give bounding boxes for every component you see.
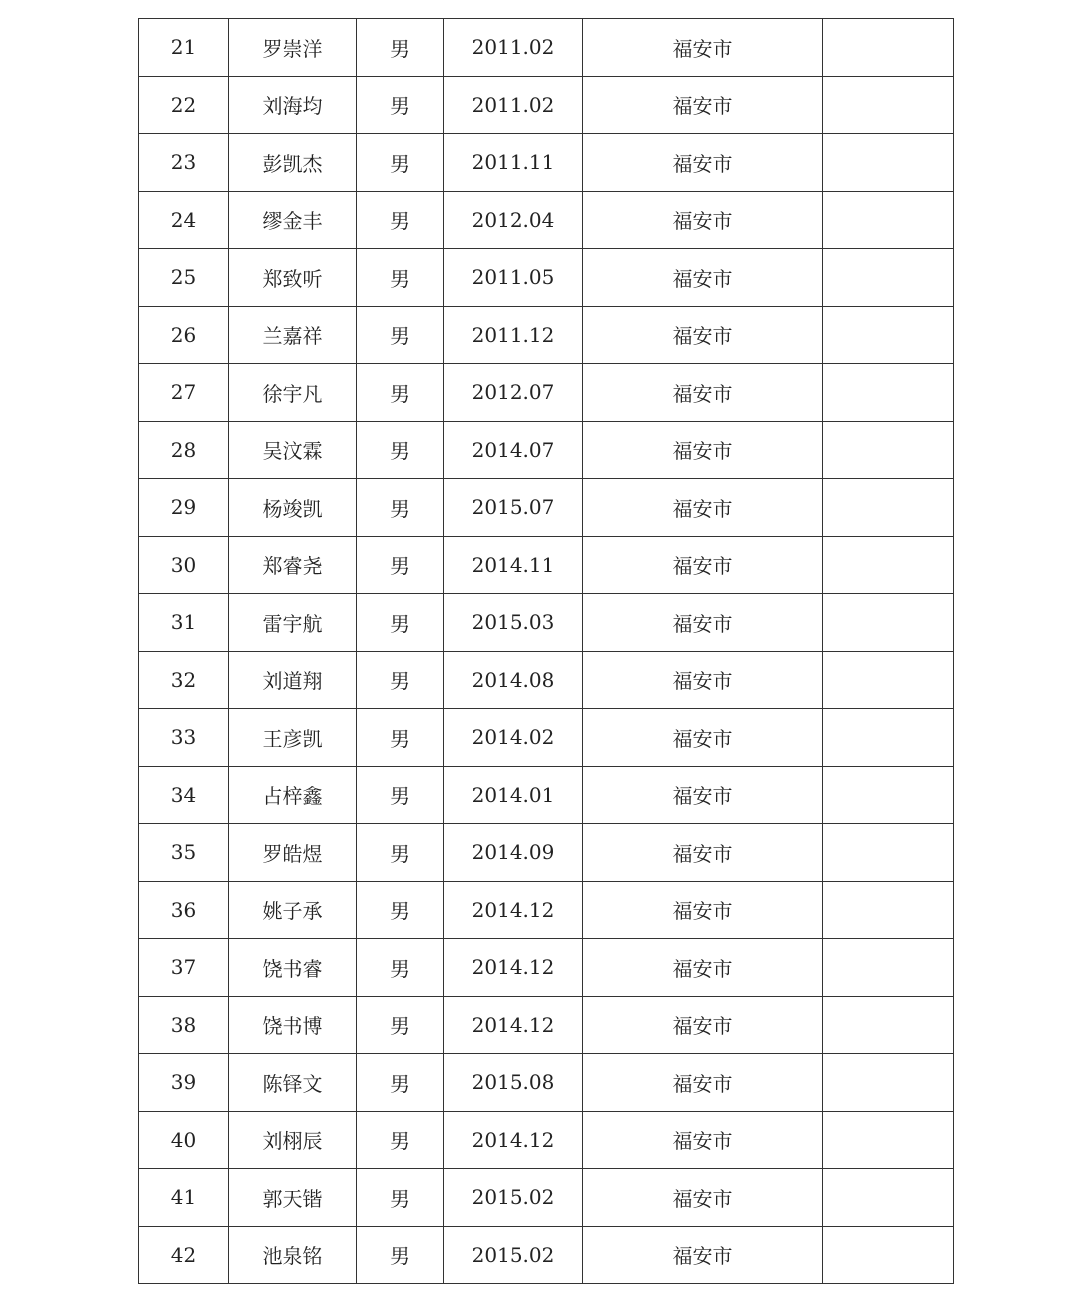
- gender-cell: 男: [357, 536, 444, 594]
- person-name-cell: 姚子承: [229, 881, 357, 939]
- person-name-cell: 王彦凯: [229, 709, 357, 767]
- person-name-cell: 兰嘉祥: [229, 306, 357, 364]
- birth-date-cell: 2011.02: [444, 76, 583, 134]
- birth-date-cell: 2011.02: [444, 19, 583, 77]
- table-row: [139, 651, 954, 709]
- gender-cell: 男: [357, 306, 444, 364]
- person-name-cell: 罗皓煜: [229, 824, 357, 882]
- gender-cell: 男: [357, 1169, 444, 1227]
- remarks-cell: [823, 76, 954, 134]
- roster-table: [138, 18, 954, 1284]
- gender-cell: 男: [357, 364, 444, 422]
- birth-date-cell: 2014.01: [444, 766, 583, 824]
- gender-cell: 男: [357, 76, 444, 134]
- gender-cell: 男: [357, 766, 444, 824]
- person-name-cell: 彭凯杰: [229, 134, 357, 192]
- person-name-cell: 郑睿尧: [229, 536, 357, 594]
- gender-cell: 男: [357, 421, 444, 479]
- birth-date-cell: 2014.12: [444, 939, 583, 997]
- remarks-cell: [823, 249, 954, 307]
- gender-cell: 男: [357, 191, 444, 249]
- person-name-cell: 刘海均: [229, 76, 357, 134]
- gender-cell: 男: [357, 881, 444, 939]
- table-row: [139, 766, 954, 824]
- gender-cell: 男: [357, 651, 444, 709]
- person-name-cell: 池泉铭: [229, 1226, 357, 1284]
- table-row: [139, 709, 954, 767]
- city-cell: 福安市: [583, 479, 823, 537]
- table-row: [139, 191, 954, 249]
- row-number-cell: 39: [139, 1054, 229, 1112]
- remarks-cell: [823, 709, 954, 767]
- row-number-cell: 26: [139, 306, 229, 364]
- person-name-cell: 缪金丰: [229, 191, 357, 249]
- table-row: [139, 996, 954, 1054]
- remarks-cell: [823, 134, 954, 192]
- birth-date-cell: 2015.02: [444, 1226, 583, 1284]
- person-name-cell: 罗崇洋: [229, 19, 357, 77]
- row-number-cell: 31: [139, 594, 229, 652]
- row-number-cell: 23: [139, 134, 229, 192]
- gender-cell: 男: [357, 1054, 444, 1112]
- city-cell: 福安市: [583, 651, 823, 709]
- person-name-cell: 吴汶霖: [229, 421, 357, 479]
- city-cell: 福安市: [583, 881, 823, 939]
- city-cell: 福安市: [583, 1169, 823, 1227]
- table-row: [139, 134, 954, 192]
- city-cell: 福安市: [583, 996, 823, 1054]
- birth-date-cell: 2015.02: [444, 1169, 583, 1227]
- row-number-cell: 37: [139, 939, 229, 997]
- table-row: [139, 881, 954, 939]
- row-number-cell: 32: [139, 651, 229, 709]
- row-number-cell: 24: [139, 191, 229, 249]
- row-number-cell: 36: [139, 881, 229, 939]
- city-cell: 福安市: [583, 536, 823, 594]
- table-row: [139, 824, 954, 882]
- gender-cell: 男: [357, 939, 444, 997]
- gender-cell: 男: [357, 594, 444, 652]
- remarks-cell: [823, 939, 954, 997]
- birth-date-cell: 2014.12: [444, 996, 583, 1054]
- city-cell: 福安市: [583, 939, 823, 997]
- remarks-cell: [823, 824, 954, 882]
- remarks-cell: [823, 881, 954, 939]
- person-name-cell: 陈铎文: [229, 1054, 357, 1112]
- row-number-cell: 35: [139, 824, 229, 882]
- city-cell: 福安市: [583, 76, 823, 134]
- remarks-cell: [823, 191, 954, 249]
- person-name-cell: 饶书博: [229, 996, 357, 1054]
- table-row: [139, 536, 954, 594]
- city-cell: 福安市: [583, 594, 823, 652]
- remarks-cell: [823, 306, 954, 364]
- birth-date-cell: 2011.11: [444, 134, 583, 192]
- city-cell: 福安市: [583, 19, 823, 77]
- row-number-cell: 27: [139, 364, 229, 422]
- gender-cell: 男: [357, 1111, 444, 1169]
- city-cell: 福安市: [583, 421, 823, 479]
- gender-cell: 男: [357, 1226, 444, 1284]
- row-number-cell: 29: [139, 479, 229, 537]
- person-name-cell: 杨竣凯: [229, 479, 357, 537]
- person-name-cell: 饶书睿: [229, 939, 357, 997]
- table-row: [139, 479, 954, 537]
- remarks-cell: [823, 766, 954, 824]
- person-name-cell: 雷宇航: [229, 594, 357, 652]
- city-cell: 福安市: [583, 824, 823, 882]
- row-number-cell: 30: [139, 536, 229, 594]
- city-cell: 福安市: [583, 306, 823, 364]
- table-row: [139, 76, 954, 134]
- birth-date-cell: 2014.09: [444, 824, 583, 882]
- city-cell: 福安市: [583, 364, 823, 422]
- table-row: [139, 364, 954, 422]
- table-row: [139, 594, 954, 652]
- person-name-cell: 郑致听: [229, 249, 357, 307]
- birth-date-cell: 2015.08: [444, 1054, 583, 1112]
- birth-date-cell: 2015.07: [444, 479, 583, 537]
- city-cell: 福安市: [583, 709, 823, 767]
- birth-date-cell: 2014.12: [444, 881, 583, 939]
- person-name-cell: 刘栩辰: [229, 1111, 357, 1169]
- table-row: [139, 421, 954, 479]
- gender-cell: 男: [357, 709, 444, 767]
- birth-date-cell: 2012.04: [444, 191, 583, 249]
- city-cell: 福安市: [583, 249, 823, 307]
- table-row: [139, 1169, 954, 1227]
- birth-date-cell: 2014.12: [444, 1111, 583, 1169]
- table-row: [139, 1111, 954, 1169]
- remarks-cell: [823, 536, 954, 594]
- remarks-cell: [823, 1054, 954, 1112]
- birth-date-cell: 2014.08: [444, 651, 583, 709]
- birth-date-cell: 2014.02: [444, 709, 583, 767]
- gender-cell: 男: [357, 19, 444, 77]
- birth-date-cell: 2011.05: [444, 249, 583, 307]
- remarks-cell: [823, 996, 954, 1054]
- birth-date-cell: 2014.07: [444, 421, 583, 479]
- birth-date-cell: 2012.07: [444, 364, 583, 422]
- city-cell: 福安市: [583, 1111, 823, 1169]
- city-cell: 福安市: [583, 1226, 823, 1284]
- person-name-cell: 刘道翔: [229, 651, 357, 709]
- roster-body: [139, 19, 954, 1284]
- row-number-cell: 40: [139, 1111, 229, 1169]
- row-number-cell: 25: [139, 249, 229, 307]
- gender-cell: 男: [357, 249, 444, 307]
- birth-date-cell: 2014.11: [444, 536, 583, 594]
- gender-cell: 男: [357, 996, 444, 1054]
- remarks-cell: [823, 1111, 954, 1169]
- person-name-cell: 徐宇凡: [229, 364, 357, 422]
- gender-cell: 男: [357, 134, 444, 192]
- person-name-cell: 郭天锴: [229, 1169, 357, 1227]
- remarks-cell: [823, 421, 954, 479]
- city-cell: 福安市: [583, 766, 823, 824]
- row-number-cell: 38: [139, 996, 229, 1054]
- city-cell: 福安市: [583, 191, 823, 249]
- city-cell: 福安市: [583, 1054, 823, 1112]
- gender-cell: 男: [357, 479, 444, 537]
- row-number-cell: 42: [139, 1226, 229, 1284]
- city-cell: 福安市: [583, 134, 823, 192]
- table-row: [139, 306, 954, 364]
- row-number-cell: 22: [139, 76, 229, 134]
- row-number-cell: 34: [139, 766, 229, 824]
- row-number-cell: 21: [139, 19, 229, 77]
- row-number-cell: 28: [139, 421, 229, 479]
- gender-cell: 男: [357, 824, 444, 882]
- remarks-cell: [823, 479, 954, 537]
- birth-date-cell: 2015.03: [444, 594, 583, 652]
- row-number-cell: 33: [139, 709, 229, 767]
- remarks-cell: [823, 1169, 954, 1227]
- remarks-cell: [823, 1226, 954, 1284]
- remarks-cell: [823, 19, 954, 77]
- table-row: [139, 1226, 954, 1284]
- person-name-cell: 占梓鑫: [229, 766, 357, 824]
- table-row: [139, 939, 954, 997]
- row-number-cell: 41: [139, 1169, 229, 1227]
- remarks-cell: [823, 651, 954, 709]
- table-row: [139, 249, 954, 307]
- remarks-cell: [823, 364, 954, 422]
- table-row: [139, 1054, 954, 1112]
- table-row: [139, 19, 954, 77]
- birth-date-cell: 2011.12: [444, 306, 583, 364]
- remarks-cell: [823, 594, 954, 652]
